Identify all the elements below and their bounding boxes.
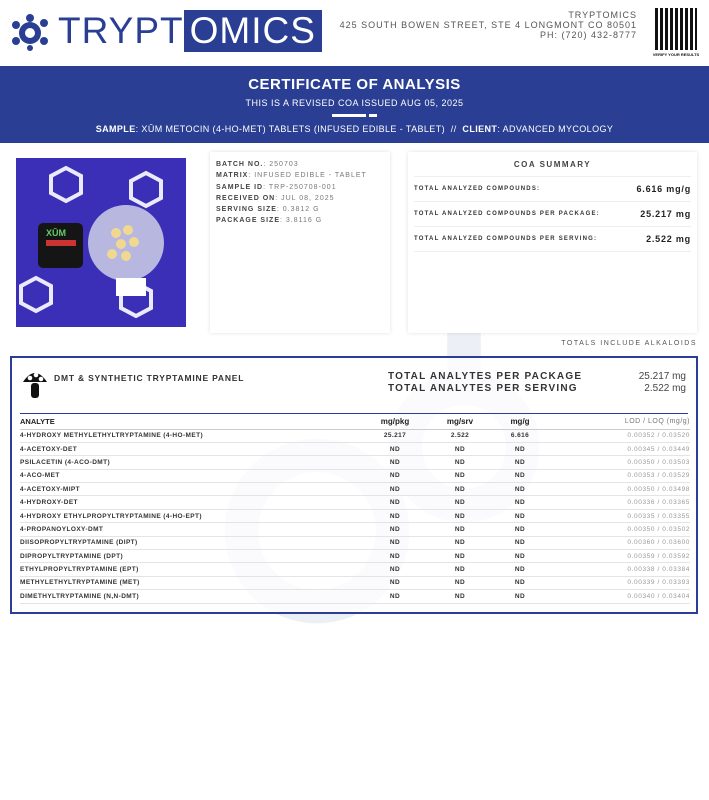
table-cell: 0.00335 / 0.03355 [550,509,690,522]
table-cell: ND [360,576,430,589]
info-label: RECEIVED ON [216,194,276,202]
info-value: : 0.3812 G [276,206,320,214]
table-cell: ETHYLPROPYLTRYPTAMINE (EPT) [20,563,360,576]
product-photo [16,158,186,327]
table-cell: ND [430,496,490,509]
logo-text-highlight: OMICS [184,10,322,52]
info-value: : INFUSED EDIBLE - TABLET [248,172,367,180]
table-cell: 0.00350 / 0.03502 [550,523,690,536]
totals-note: TOTALS INCLUDE ALKALOIDS [561,340,697,347]
summary-row [414,177,691,202]
table-cell: ND [430,509,490,522]
table-cell: 4-HYDROXY ETHYLPROPYLTRYPTAMINE (4-HO-EPT) [20,509,360,522]
table-cell: ND [490,590,550,603]
summary-row [414,227,691,252]
sample-info-card [210,152,390,333]
table-cell: ND [430,483,490,496]
lab-address [340,10,637,40]
table-cell: ND [430,442,490,455]
molecule-logo-icon [10,11,54,51]
title-banner [0,66,709,143]
panel-totals-values [639,371,686,395]
table-cell: ND [360,536,430,549]
table-cell: 4-ACETOXY-MIPT [20,483,360,496]
table-cell: 4-PROPANOYLOXY-DMT [20,523,360,536]
table-row [20,590,690,603]
summary-value: 25.217 mg [640,209,691,219]
summary-title: COA SUMMARY [414,160,691,177]
info-row [216,215,384,226]
table-cell: ND [360,590,430,603]
info-label: SERVING SIZE [216,206,277,214]
table-header [20,415,690,429]
info-row [216,204,384,215]
table-row [20,442,690,455]
column-header: ANALYTE [20,415,360,429]
summary-label: TOTAL ANALYZED COMPOUNDS PER PACKAGE: [414,211,600,217]
column-header: mg/srv [430,415,490,429]
info-label: PACKAGE SIZE [216,217,280,225]
qr-code[interactable] [655,8,697,50]
table-cell: 0.00360 / 0.03600 [550,536,690,549]
table-row [20,483,690,496]
table-cell: ND [360,442,430,455]
table-cell: ND [490,456,550,469]
info-row [216,193,384,204]
table-cell: DIISOPROPYLTRYPTAMINE (DIPT) [20,536,360,549]
summary-label: TOTAL ANALYZED COMPOUNDS: [414,186,541,192]
table-cell: 4-HYDROXY METHYLETHYLTRYPTAMINE (4-HO-MET) [20,429,360,442]
table-cell: DIMETHYLTRYPTAMINE (N,N-DMT) [20,590,360,603]
table-row [20,456,690,469]
table-cell: PSILACETIN (4-ACO-DMT) [20,456,360,469]
table-cell: ND [490,563,550,576]
table-cell: ND [490,509,550,522]
summary-row [414,202,691,227]
info-value: : 250703 [263,161,299,168]
table-cell: ND [490,536,550,549]
table-cell: ND [490,550,550,563]
total-serving-label: TOTAL ANALYTES PER SERVING [388,383,578,394]
table-cell: ND [360,563,430,576]
table-cell: ND [490,442,550,455]
table-cell: ND [430,576,490,589]
divider [20,413,688,414]
divider [325,114,385,117]
table-cell: DIPROPYLTRYPTAMINE (DPT) [20,550,360,563]
info-row [216,182,384,193]
info-value: : 3.8116 G [280,217,323,225]
info-label: MATRIX [216,172,249,180]
client-label: CLIENT [462,124,498,134]
table-cell: ND [430,590,490,603]
table-cell: ND [360,550,430,563]
table-cell: ND [490,483,550,496]
table-cell: 0.00353 / 0.03529 [550,469,690,482]
table-cell: ND [430,523,490,536]
tryptomics-logo [10,10,322,52]
sample-label: SAMPLE [95,124,136,134]
qr-caption: VERIFY YOUR RESULTS [652,52,700,57]
svg-text:XŪM: XŪM [46,228,66,238]
table-cell: ND [360,456,430,469]
client-value: : ADVANCED MYCOLOGY [497,124,614,134]
table-cell: 0.00336 / 0.03365 [550,496,690,509]
table-cell: 0.00350 / 0.03503 [550,456,690,469]
table-cell: ND [430,536,490,549]
summary-value: 6.616 mg/g [636,184,691,194]
info-value: : JUL 08, 2025 [275,194,335,202]
table-cell: 0.00345 / 0.03449 [550,442,690,455]
total-package-value: 25.217 mg [638,371,686,382]
sample-line [0,124,709,134]
summary-label: TOTAL ANALYZED COMPOUNDS PER SERVING: [414,236,598,242]
table-cell: ND [490,469,550,482]
table-cell: ND [360,523,430,536]
table-cell: ND [490,496,550,509]
table-cell: METHYLETHYLTRYPTAMINE (MET) [20,576,360,589]
company-name: TRYPTOMICS [568,10,637,20]
table-cell: ND [430,456,490,469]
table-cell: 6.616 [490,429,550,442]
total-serving-value: 2.522 mg [644,383,686,394]
info-label: BATCH NO. [216,161,264,168]
table-cell: ND [490,523,550,536]
table-row [20,509,690,522]
mushroom-icon [22,368,48,400]
table-cell: ND [360,483,430,496]
logo-text: TRYPT [58,10,184,51]
table-cell: 4-ACO-MET [20,469,360,482]
phone: PH: (720) 432-8777 [539,30,637,40]
analyte-table [20,415,690,604]
table-cell: ND [360,496,430,509]
table-row [20,429,690,442]
coa-summary-card [408,152,697,333]
revision-note: THIS IS A REVISED COA ISSUED AUG 05, 2025 [245,98,464,108]
table-row [20,536,690,549]
info-row [216,159,384,170]
table-row [20,550,690,563]
page-title: CERTIFICATE OF ANALYSIS [248,76,461,93]
table-cell: 0.00340 / 0.03404 [550,590,690,603]
total-package-label: TOTAL ANALYTES PER PACKAGE [388,371,583,382]
table-cell: 0.00339 / 0.03393 [550,576,690,589]
table-cell: 2.522 [430,429,490,442]
info-label: SAMPLE ID [216,183,264,191]
panel-title: DMT & SYNTHETIC TRYPTAMINE PANEL [54,373,245,383]
column-header: LOD / LOQ (mg/g) [550,415,690,429]
table-cell: 0.00352 / 0.03520 [550,429,690,442]
column-header: mg/pkg [360,415,430,429]
table-cell: ND [430,469,490,482]
street-address: 425 SOUTH BOWEN STREET, STE 4 LONGMONT CO 80501 [339,20,637,30]
panel-totals-labels [388,371,582,395]
info-row [216,170,384,181]
tryptamine-panel [10,356,698,614]
column-header: mg/g [490,415,550,429]
table-cell: 0.00350 / 0.03498 [550,483,690,496]
info-value: : TRP-250708-001 [263,183,337,191]
table-row [20,469,690,482]
table-cell: ND [430,563,490,576]
summary-value: 2.522 mg [646,234,691,244]
table-cell: 0.00359 / 0.03592 [550,550,690,563]
table-cell: 0.00338 / 0.03384 [550,563,690,576]
sample-value: : XŪM METOCIN (4-HO-MET) TABLETS (INFUSED EDIBLE - TABLET) // [135,124,463,134]
table-row [20,496,690,509]
table-cell: ND [430,550,490,563]
table-cell: 4-ACETOXY-DET [20,442,360,455]
table-cell: 4-HYDROXY-DET [20,496,360,509]
table-row [20,576,690,589]
table-cell: ND [360,469,430,482]
table-cell: ND [490,576,550,589]
table-row [20,563,690,576]
header [0,0,709,66]
table-cell: 25.217 [360,429,430,442]
table-cell: ND [360,509,430,522]
table-row [20,523,690,536]
